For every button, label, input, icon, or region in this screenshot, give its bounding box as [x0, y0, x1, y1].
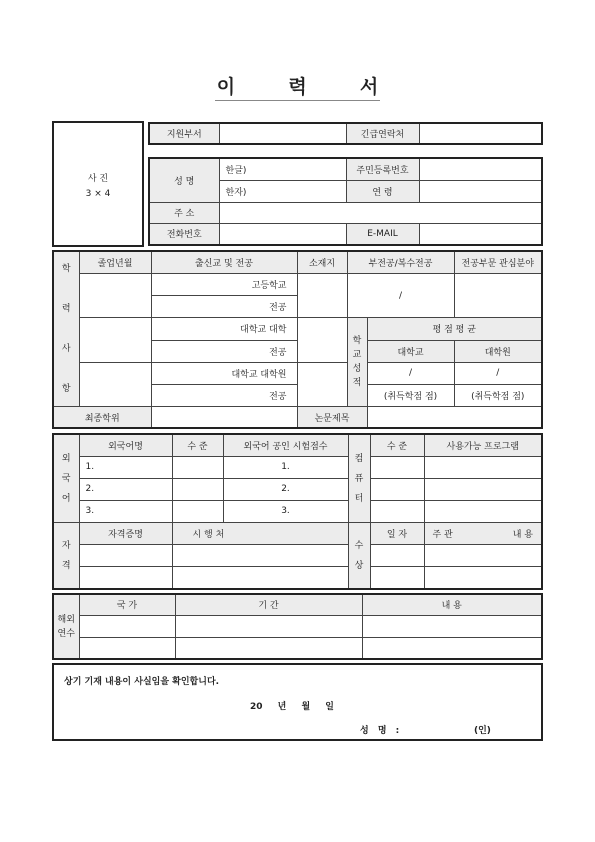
computer-level-field[interactable] [370, 500, 424, 522]
school-record-label: 학 교 성 적 [347, 318, 367, 407]
language-score-field[interactable]: 3. [223, 500, 348, 522]
computer-program-field[interactable] [424, 478, 542, 500]
photo-label: 사 진 [87, 174, 109, 184]
title-char: 력 [288, 76, 307, 98]
country-field[interactable] [79, 615, 175, 637]
language-score-field[interactable]: 2. [223, 478, 348, 500]
title-underline [215, 100, 380, 101]
license-name-header: 자격증명 [79, 523, 172, 545]
computer-level-header: 수 준 [370, 434, 424, 456]
language-score-header: 외국어 공인 시험점수 [223, 434, 348, 456]
interest-header: 전공부문 관심분야 [454, 251, 542, 273]
address-label: 주 소 [149, 202, 219, 223]
language-level-field[interactable] [172, 456, 223, 478]
college-field[interactable]: 대학교 대학 [151, 318, 297, 340]
country-header: 국 가 [79, 594, 175, 615]
language-score-field[interactable]: 1. [223, 456, 348, 478]
period-field[interactable] [175, 615, 362, 637]
overseas-content-header: 내 용 [362, 594, 542, 615]
license-issuer-header: 시 행 처 [172, 523, 348, 545]
country-field[interactable] [79, 637, 175, 659]
confirmation-statement: 상기 기재 내용이 사실임을 확인합니다. [64, 677, 220, 687]
credits-college-field[interactable]: (취득학점 점) [367, 385, 454, 407]
period-header: 기 간 [175, 594, 362, 615]
title-char: 이 [216, 76, 236, 98]
phone-label: 전화번호 [149, 223, 219, 245]
ssn-field[interactable] [419, 158, 542, 180]
thesis-label: 논문제목 [297, 407, 367, 428]
name-label: 성 명 [149, 158, 219, 202]
interest-field[interactable] [454, 273, 542, 318]
age-label: 연 령 [346, 180, 419, 202]
confirmation-box [52, 663, 543, 741]
language-table [52, 433, 543, 590]
award-content-field[interactable] [424, 567, 542, 589]
final-degree-label: 최종학위 [53, 407, 151, 428]
department-table [148, 122, 543, 145]
final-degree-field[interactable] [151, 407, 297, 428]
school-major-header: 출신교 및 전공 [151, 251, 297, 273]
license-side-label: 자 격 [53, 523, 79, 589]
computer-side-label: 컴 퓨 터 [348, 434, 370, 523]
grad-date-header: 졸업년월 [79, 251, 151, 273]
hs-location-field[interactable] [297, 273, 347, 318]
language-level-header: 수 준 [172, 434, 223, 456]
photo-box[interactable] [52, 121, 144, 247]
dept-label: 지원부서 [149, 123, 219, 144]
education-table [52, 250, 543, 429]
computer-program-field[interactable] [424, 500, 542, 522]
license-issuer-field[interactable] [172, 567, 348, 589]
award-date-header: 일 자 [370, 523, 424, 545]
gpa-college-header: 대학교 [367, 340, 454, 362]
college-grad-date-field[interactable] [79, 318, 151, 363]
overseas-side-label: 해외 연수 [53, 594, 79, 659]
computer-program-header: 사용가능 프로그램 [424, 434, 542, 456]
age-field[interactable] [419, 180, 542, 202]
language-level-field[interactable] [172, 500, 223, 522]
address-field[interactable] [219, 202, 542, 223]
minor-header: 부전공/복수전공 [347, 251, 454, 273]
thesis-field[interactable] [367, 407, 542, 428]
gpa-college-field[interactable]: / [367, 362, 454, 384]
email-field[interactable] [419, 223, 542, 245]
language-name-field[interactable]: 2. [79, 478, 172, 500]
language-name-field[interactable]: 3. [79, 500, 172, 522]
name-hanja-field[interactable]: 한자) [219, 180, 346, 202]
computer-level-field[interactable] [370, 478, 424, 500]
highschool-field[interactable]: 고등학교 [151, 273, 297, 295]
title-char: 서 [359, 76, 379, 98]
grad-major-field[interactable]: 전공 [151, 385, 297, 407]
signature-label: 성 명 : [360, 726, 400, 736]
grad-location-field[interactable] [297, 362, 347, 407]
language-name-header: 외국어명 [79, 434, 172, 456]
personal-info-table [148, 157, 543, 246]
gpa-grad-field[interactable]: / [454, 362, 542, 384]
phone-field[interactable] [219, 223, 346, 245]
college-location-field[interactable] [297, 318, 347, 363]
education-side-label: 학 력 사 항 [53, 251, 79, 407]
award-host-header: 주 관 내 용 [424, 523, 542, 545]
gpa-grad-header: 대학원 [454, 340, 542, 362]
emergency-label: 긴급연락처 [346, 123, 419, 144]
emergency-field[interactable] [419, 123, 542, 144]
confirmation-date[interactable]: 20 년 월 일 [250, 702, 335, 712]
award-content-field[interactable] [424, 545, 542, 567]
computer-program-field[interactable] [424, 456, 542, 478]
computer-level-field[interactable] [370, 456, 424, 478]
hs-major-field[interactable]: 전공 [151, 296, 297, 318]
overseas-content-field[interactable] [362, 615, 542, 637]
overseas-table [52, 593, 543, 660]
dept-field[interactable] [219, 123, 346, 144]
award-date-field[interactable] [370, 545, 424, 567]
period-field[interactable] [175, 637, 362, 659]
grad-school-date-field[interactable] [79, 362, 151, 407]
document-title [0, 72, 595, 99]
seal-mark[interactable]: (인) [474, 726, 491, 736]
license-name-field[interactable] [79, 545, 172, 567]
award-date-field[interactable] [370, 567, 424, 589]
gpa-label: 평 점 평 균 [367, 318, 542, 340]
hs-grad-date-field[interactable] [79, 273, 151, 318]
college-major-field[interactable]: 전공 [151, 340, 297, 362]
overseas-content-field[interactable] [362, 637, 542, 659]
license-issuer-field[interactable] [172, 545, 348, 567]
email-label: E-MAIL [346, 223, 419, 245]
language-side-label: 외 국 어 [53, 434, 79, 523]
language-level-field[interactable] [172, 478, 223, 500]
name-hangul-field[interactable]: 한글) [219, 158, 346, 180]
ssn-label: 주민등록번호 [346, 158, 419, 180]
photo-size: 3 × 4 [85, 189, 111, 199]
award-side-label: 수 상 [348, 523, 370, 589]
credits-grad-field[interactable]: (취득학점 점) [454, 385, 542, 407]
license-name-field[interactable] [79, 567, 172, 589]
language-name-field[interactable]: 1. [79, 456, 172, 478]
grad-school-field[interactable]: 대학교 대학원 [151, 362, 297, 384]
location-header: 소재지 [297, 251, 347, 273]
minor-field[interactable]: / [347, 273, 454, 318]
